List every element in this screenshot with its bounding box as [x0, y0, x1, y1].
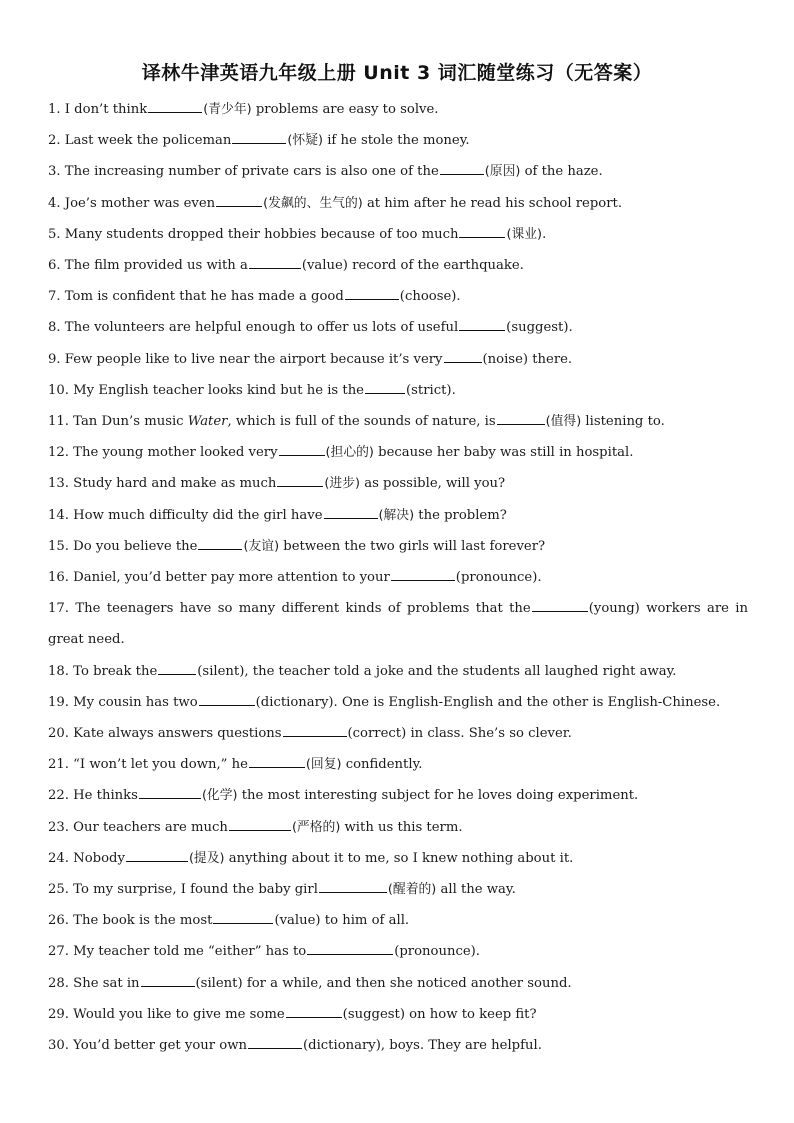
- answer-blank[interactable]: [229, 818, 291, 831]
- question-item: [48, 281, 748, 312]
- question-text-after: in class. She’s so clever.: [406, 726, 572, 742]
- question-hint: (严格的): [291, 819, 341, 835]
- question-number: 15.: [48, 538, 74, 554]
- question-text-before: My English teacher looks kind but he is the: [73, 382, 364, 398]
- answer-blank[interactable]: [459, 318, 505, 331]
- answer-blank[interactable]: [459, 225, 505, 238]
- question-hint: (解决): [378, 507, 415, 523]
- answer-blank[interactable]: [286, 1005, 342, 1018]
- question-text-after: there.: [528, 351, 573, 367]
- question-item: [48, 500, 748, 531]
- question-text-before: Nobody: [73, 850, 125, 866]
- question-hint: (醒着的): [387, 882, 437, 898]
- question-number: 10.: [48, 382, 74, 398]
- question-number: 20.: [48, 726, 74, 742]
- question-number: 9.: [48, 351, 65, 367]
- question-number: 17.: [48, 601, 76, 617]
- question-item: [48, 593, 748, 655]
- question-text-after: .: [451, 382, 456, 398]
- question-text-after: to him of all.: [320, 913, 410, 929]
- question-hint: (silent): [195, 975, 243, 991]
- answer-blank[interactable]: [319, 880, 387, 893]
- answer-blank[interactable]: [283, 724, 347, 737]
- answer-blank[interactable]: [249, 755, 305, 768]
- question-text-before: How much difficulty did the girl have: [73, 507, 323, 523]
- answer-blank[interactable]: [307, 942, 393, 955]
- question-text-before: Study hard and make as much: [73, 476, 277, 492]
- question-text-after: .: [542, 226, 547, 242]
- answer-blank[interactable]: [345, 287, 399, 300]
- question-number: 22.: [48, 788, 74, 804]
- question-text-after: .: [456, 289, 461, 305]
- question-item: [48, 312, 748, 343]
- question-text-before: He thinks: [73, 788, 138, 804]
- answer-blank[interactable]: [141, 974, 195, 987]
- question-text-after: .: [537, 570, 542, 586]
- question-italic-title: Water: [187, 414, 228, 430]
- answer-blank[interactable]: [249, 256, 301, 269]
- answer-blank[interactable]: [199, 693, 255, 706]
- question-text-after: with us this term.: [340, 819, 463, 835]
- question-text-before: Our teachers are much: [73, 819, 228, 835]
- answer-blank[interactable]: [277, 474, 323, 487]
- question-item: [48, 344, 748, 375]
- question-hint: (noise): [482, 351, 529, 367]
- question-hint: (correct): [347, 726, 407, 742]
- question-item: [48, 562, 748, 593]
- answer-blank[interactable]: [365, 381, 405, 394]
- question-text-after: the teacher told a joke and the students all laughed right away.: [248, 663, 677, 679]
- question-hint: (回复): [305, 757, 342, 773]
- question-hint: (suggest): [506, 320, 569, 336]
- question-hint: (value): [274, 913, 321, 929]
- question-hint: (value): [301, 258, 348, 274]
- question-text-before: You’d better get your own: [73, 1038, 247, 1054]
- question-hint: (pronounce): [455, 570, 538, 586]
- question-number: 13.: [48, 476, 74, 492]
- question-text-after: if he stole the money.: [323, 133, 470, 149]
- question-item: [48, 874, 748, 905]
- answer-blank[interactable]: [279, 443, 325, 456]
- question-number: 7.: [48, 289, 65, 305]
- question-item: [48, 718, 748, 749]
- answer-blank[interactable]: [198, 537, 242, 550]
- question-text-after: problems are easy to solve.: [251, 102, 439, 117]
- question-hint: (青少年): [203, 102, 252, 117]
- question-hint: (担心的): [325, 445, 374, 461]
- question-text-before: Tom is confident that he has made a good: [64, 289, 344, 305]
- question-item: [48, 250, 748, 281]
- question-item: [48, 687, 748, 718]
- question-text-before: Do you believe the: [73, 538, 198, 554]
- question-number: 21.: [48, 757, 74, 773]
- question-text-after: of the haze.: [520, 164, 603, 180]
- question-list: [48, 94, 748, 1061]
- question-item: [48, 188, 748, 219]
- question-hint: (strict): [406, 382, 452, 398]
- question-text-before: To break the: [73, 663, 158, 679]
- answer-blank[interactable]: [213, 911, 273, 924]
- question-number: 12.: [48, 445, 74, 461]
- question-number: 25.: [48, 882, 74, 898]
- answer-blank[interactable]: [497, 412, 545, 425]
- question-hint: (进步): [324, 476, 361, 492]
- question-text-before: My teacher told me “either” has to: [73, 944, 307, 960]
- question-hint: (pronounce).: [394, 944, 480, 960]
- question-item: [48, 749, 748, 780]
- question-text-after: boys. They are helpful.: [385, 1038, 542, 1054]
- question-number: 3.: [48, 164, 65, 180]
- question-text-after: the problem?: [414, 507, 507, 523]
- question-number: 11.: [48, 414, 74, 430]
- question-number: 6.: [48, 258, 65, 274]
- question-item: [48, 406, 748, 437]
- question-text-before: Would you like to give me some: [73, 1006, 285, 1022]
- question-number: 16.: [48, 570, 74, 586]
- question-hint: (化学): [201, 788, 238, 804]
- question-text-before: Few people like to live near the airport because it’s very: [64, 351, 443, 367]
- question-text-after: workers are in great need.: [48, 601, 748, 648]
- question-text-before: To my surprise, I found the baby girl: [73, 882, 318, 898]
- question-text-before: Tan Dun’s music: [73, 414, 184, 430]
- question-text-before: The book is the most: [73, 913, 213, 929]
- question-text-before: Last week the policeman: [64, 133, 232, 149]
- answer-blank[interactable]: [126, 849, 188, 862]
- question-text-after: anything about it to me, so I knew nothing about it.: [224, 850, 574, 866]
- question-text-before: “I won’t let you down,” he: [73, 757, 248, 773]
- page-title: 译林牛津英语九年级上册 Unit 3 词汇随堂练习（无答案）: [141, 62, 653, 84]
- answer-blank[interactable]: [158, 662, 196, 675]
- question-number: 26.: [48, 913, 74, 929]
- question-text-before: The volunteers are helpful enough to offer us lots of useful: [64, 320, 459, 336]
- question-hint: (choose): [399, 289, 457, 305]
- question-text-after: between the two girls will last forever?: [279, 538, 546, 554]
- answer-blank[interactable]: [216, 194, 262, 207]
- question-text-after: record of the earthquake.: [347, 258, 524, 274]
- question-number: 5.: [48, 226, 65, 242]
- question-hint: (友谊): [243, 538, 280, 554]
- answer-blank[interactable]: [440, 162, 484, 175]
- question-item: [48, 375, 748, 406]
- question-text-before: My cousin has two: [73, 694, 198, 710]
- question-hint: (原因): [484, 164, 521, 180]
- question-hint: (young): [588, 601, 640, 617]
- question-number: 19.: [48, 694, 74, 710]
- answer-blank[interactable]: [532, 599, 588, 612]
- question-hint: (silent),: [197, 663, 249, 679]
- question-hint: (dictionary).: [255, 694, 338, 710]
- question-number: 24.: [48, 850, 74, 866]
- question-hint: (值得): [545, 414, 582, 430]
- question-number: 30.: [48, 1038, 74, 1054]
- question-text-after: the most interesting subject for he loves doing experiment.: [237, 788, 639, 804]
- question-item: [48, 905, 748, 936]
- question-text-after: at him after he read his school report.: [362, 195, 623, 211]
- question-item: [48, 656, 748, 687]
- question-text-before: The teenagers have so many different kinds of problems that the: [75, 601, 531, 617]
- answer-blank[interactable]: [232, 131, 286, 144]
- question-text-after: confidently.: [341, 757, 423, 773]
- question-hint: (提及): [188, 850, 225, 866]
- question-item: [48, 936, 748, 967]
- question-text-before: She sat in: [73, 975, 140, 991]
- question-text-before: The film provided us with a: [64, 258, 248, 274]
- answer-blank[interactable]: [139, 786, 201, 799]
- question-text-after: all the way.: [436, 882, 516, 898]
- answer-blank[interactable]: [148, 100, 202, 113]
- answer-blank[interactable]: [391, 568, 455, 581]
- question-hint: (dictionary),: [302, 1038, 386, 1054]
- question-text-before: I don’t think: [64, 102, 148, 117]
- question-hint: (发飙的、生气的): [263, 195, 363, 211]
- question-text-before: Many students dropped their hobbies because of too much: [64, 226, 459, 242]
- question-text-before-cont: , which is full of the sounds of nature, is: [227, 414, 496, 430]
- question-item: [48, 531, 748, 562]
- question-item: [48, 437, 748, 468]
- question-text-after: as possible, will you?: [360, 476, 506, 492]
- question-item: [48, 94, 748, 125]
- question-hint: (课业): [506, 226, 543, 242]
- question-text-before: The young mother looked very: [73, 445, 278, 461]
- question-item: [48, 812, 748, 843]
- question-text-before: Daniel, you’d better pay more attention to your: [73, 570, 390, 586]
- question-text-before: The increasing number of private cars is also one of the: [64, 164, 439, 180]
- question-text-after: on how to keep fit?: [404, 1006, 537, 1022]
- question-item: [48, 999, 748, 1030]
- question-item: [48, 780, 748, 811]
- question-item: [48, 843, 748, 874]
- question-hint: (suggest): [342, 1006, 405, 1022]
- question-number: 1.: [48, 102, 65, 117]
- question-number: 29.: [48, 1006, 74, 1022]
- question-number: 18.: [48, 663, 74, 679]
- answer-blank[interactable]: [324, 506, 378, 519]
- question-item: [48, 468, 748, 499]
- question-item: [48, 156, 748, 187]
- question-text-after: listening to.: [581, 414, 665, 430]
- answer-blank[interactable]: [444, 350, 482, 363]
- question-item: [48, 219, 748, 250]
- question-text-after: .: [568, 320, 573, 336]
- question-item: [48, 968, 748, 999]
- question-number: 14.: [48, 507, 74, 523]
- question-number: 27.: [48, 944, 74, 960]
- question-number: 28.: [48, 975, 74, 991]
- answer-blank[interactable]: [248, 1036, 302, 1049]
- question-text-after: for a while, and then she noticed another sound.: [242, 975, 572, 991]
- question-number: 4.: [48, 195, 65, 211]
- question-text-before: Joe’s mother was even: [64, 195, 216, 211]
- question-text-after: because her baby was still in hospital.: [373, 445, 634, 461]
- question-hint: (怀疑): [287, 133, 323, 149]
- question-text-after: One is English-English and the other is English-Chinese.: [337, 694, 721, 710]
- question-number: 8.: [48, 320, 65, 336]
- question-item: [48, 125, 748, 156]
- question-text-before: Kate always answers questions: [73, 726, 282, 742]
- question-number: 2.: [48, 133, 65, 149]
- question-number: 23.: [48, 819, 74, 835]
- question-item: [48, 1030, 748, 1061]
